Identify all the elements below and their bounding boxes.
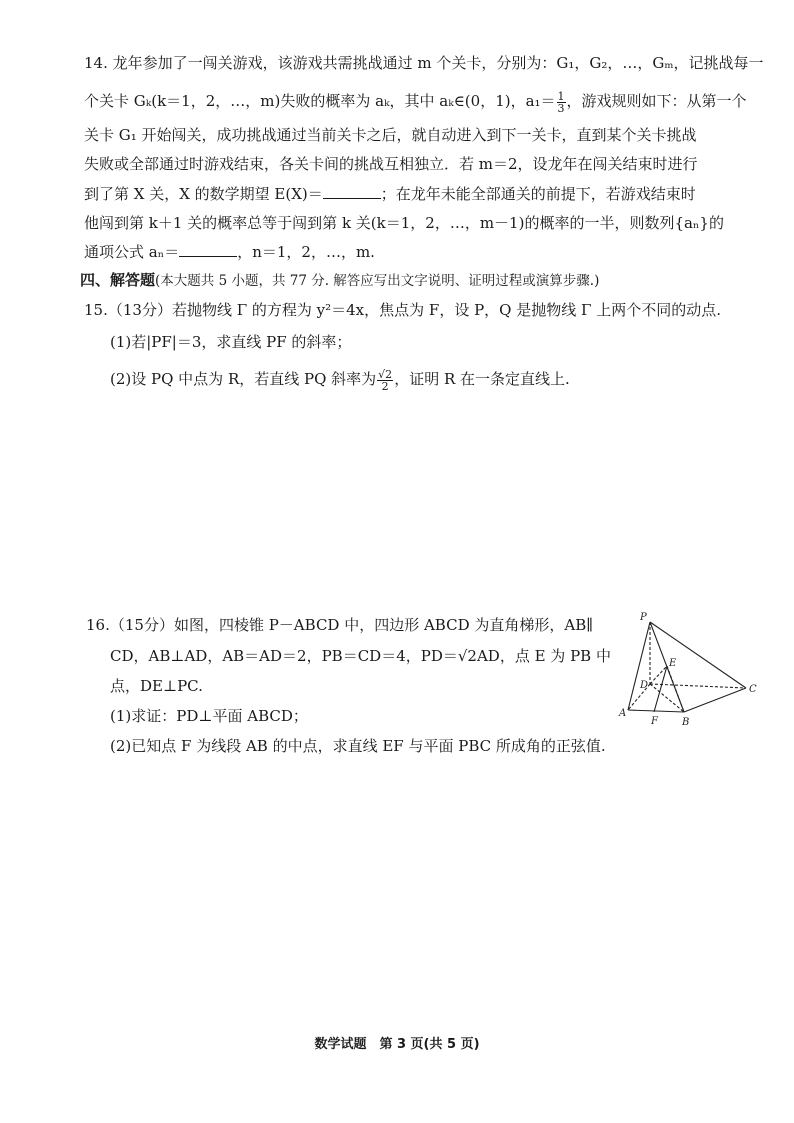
- q14-line-5: [84, 183, 696, 205]
- section-note: (本大题共 5 小题，共 77 分. 解答应写出文字说明、证明过程或演算步骤.): [155, 273, 600, 289]
- section-header: [80, 269, 599, 292]
- q14-line-6: 他闯到第 k＋1 关的概率总等于闯到第 k 关(k＝1，2，…，m－1)的概率的一半，则数列{aₙ}的: [84, 214, 724, 232]
- q14-line-7-b: ，n＝1，2，…，m.: [237, 243, 375, 261]
- q14-line-1: 14. 龙年参加了一闯关游戏，该游戏共需挑战通过 m 个关卡，分别为：G₁，G₂，…，Gₘ，记挑战每一: [84, 54, 764, 72]
- q14-line-4: 失败或全部通过时游戏结束，各关卡间的挑战互相独立．若 m＝2，设龙年在闯关结束时进行: [84, 155, 698, 173]
- q14-line-5-a: 到了第 X 关，X 的数学期望 E(X)＝: [84, 185, 323, 203]
- q16-line-2: CD，AB⊥AD，AB＝AD＝2，PB＝CD＝4，PD＝√2AD，点 E 为 PB 中: [110, 647, 611, 665]
- q15-part-2: [110, 368, 570, 392]
- q16-part-1: (1)求证：PD⊥平面 ABCD；: [110, 707, 308, 725]
- q14-fraction-num: 1: [557, 89, 565, 103]
- q15-part-2-a: (2)设 PQ 中点为 R，若直线 PQ 斜率为: [110, 370, 377, 388]
- edge-DC: [650, 684, 746, 688]
- label-F: F: [651, 716, 658, 727]
- q14-line-2: [84, 90, 747, 114]
- q14-line-2-a: 个关卡 Gₖ(k＝1，2，…，m)失败的概率为 aₖ，其中 aₖ∈(0，1)，a₁＝: [84, 92, 556, 110]
- edge-BC: [684, 688, 746, 712]
- label-E: E: [669, 658, 677, 669]
- pyramid-figure: [618, 608, 766, 728]
- q15-fraction-den: 2: [381, 379, 389, 393]
- label-C: C: [749, 684, 757, 695]
- q14-line-7: [84, 241, 375, 263]
- q15-fraction: [377, 369, 393, 392]
- q14-fraction: [557, 91, 566, 114]
- q14-line-7-a: 通项公式 aₙ＝: [84, 243, 180, 261]
- q16-part-2: (2)已知点 F 为线段 AB 的中点，求直线 EF 与平面 PBC 所成角的正弦值.: [110, 737, 606, 755]
- label-B: B: [682, 717, 690, 728]
- q14-line-2-b: ，游戏规则如下：从第一个: [566, 92, 747, 110]
- label-P: P: [640, 612, 647, 623]
- page-footer: 数学试题 第 3 页(共 5 页): [314, 1037, 480, 1052]
- q14-fraction-den: 3: [557, 101, 565, 115]
- label-A: A: [619, 708, 627, 719]
- answer-blank-1: [323, 184, 381, 199]
- label-D: D: [640, 680, 649, 691]
- q15-fraction-num: √2: [378, 367, 393, 381]
- edge-AB: [628, 710, 684, 712]
- answer-blank-2: [179, 242, 237, 257]
- q15-stem: 15.（13分）若抛物线 Γ 的方程为 y²＝4x，焦点为 F，设 P，Q 是抛物线 Γ 上两个不同的动点.: [84, 301, 721, 319]
- q14-line-5-b: ；在龙年未能全部通关的前提下，若游戏结束时: [380, 185, 696, 203]
- q16-line-1: 16.（15分）如图，四棱锥 P－ABCD 中，四边形 ABCD 为直角梯形，AB∥: [86, 616, 594, 634]
- q15-part-1: (1)若|PF|＝3，求直线 PF 的斜率；: [110, 333, 352, 351]
- section-title: 四、解答题: [80, 271, 156, 289]
- q16-line-3: 点，DE⊥PC.: [110, 677, 203, 695]
- q14-line-3: 关卡 G₁ 开始闯关，成功挑战通过当前关卡之后，就自动进入到下一关卡，直到某个关卡挑战: [84, 126, 697, 144]
- edge-PC: [650, 622, 746, 688]
- q15-part-2-b: ，证明 R 在一条定直线上.: [394, 370, 570, 388]
